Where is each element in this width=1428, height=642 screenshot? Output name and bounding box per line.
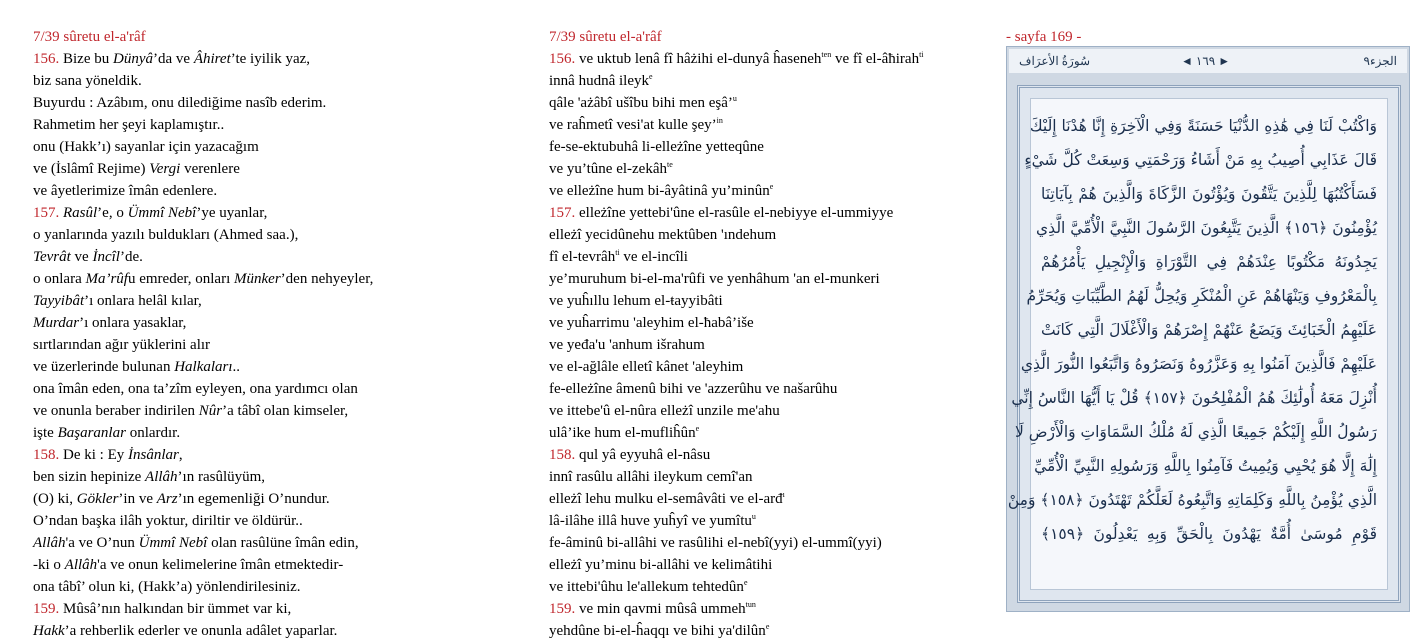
- text-segment: işte: [33, 425, 58, 441]
- text-segment: ve yu’tûne el-zekâh: [549, 161, 668, 177]
- transliteration-line: [549, 158, 989, 180]
- transliteration-line: [549, 114, 989, 136]
- turkish-line: [33, 466, 513, 488]
- turkish-line: [33, 378, 513, 400]
- text-segment: ve âyetlerimize îmân edenlere.: [33, 183, 218, 199]
- text-segment: Ümmî Nebî: [138, 535, 208, 551]
- text-segment: elleżî yu’minu bi-allâhi ve kelimâtihi: [549, 557, 773, 573]
- superscript-ending: e: [765, 622, 770, 631]
- text-segment: O’ndan başka ilâh yoktur, diriltir ve öldürür..: [33, 513, 303, 529]
- text-segment: Rasûl: [63, 205, 98, 221]
- superscript-ending: e: [695, 424, 700, 433]
- turkish-line: [33, 70, 513, 92]
- text-segment: Dünyâ: [113, 51, 153, 67]
- transliteration-column: [549, 26, 989, 642]
- text-segment: İncîl: [92, 249, 120, 265]
- turkish-line: [33, 422, 513, 444]
- text-segment: ve uktub lenâ fî hâżihi el-dunyâ ĥaseneh: [579, 51, 822, 67]
- text-segment: Halkaları: [174, 359, 233, 375]
- arabic-verse-line: فَسَأَكْتُبُهَا لِلَّذِينَ يَتَّقُونَ وَيُؤْتُونَ الزَّكَاةَ وَالَّذِينَ هُمْ بِآيَاتِنَا: [1041, 185, 1377, 203]
- mushaf-page-image: [1006, 46, 1410, 612]
- text-segment: onlardır.: [125, 425, 181, 441]
- transliteration-line: [549, 444, 989, 466]
- text-segment: ..: [232, 359, 241, 375]
- text-segment: ve yeđa'u 'anhum išrahum: [549, 337, 705, 353]
- page-number-header: - sayfa 169 -: [1006, 29, 1082, 45]
- turkish-line: [33, 290, 513, 312]
- text-segment: qul yâ eyyuhâ el-nâsu: [579, 447, 711, 463]
- arabic-verse-line: رَسُولُ اللَّهِ إِلَيْكُمْ جَمِيعًا الَّذِي لَهُ مُلْكُ السَّمَاوَاتِ وَالْأَرْضِ لَا: [1014, 423, 1377, 441]
- superscript-ending: e: [648, 72, 653, 81]
- arabic-verse-line: قَوْمِ مُوسَىٰ أُمَّةٌ يَهْدُونَ بِالْحَقِّ وَبِهِ يَعْدِلُونَ ﴿١٥٩﴾: [1041, 525, 1377, 543]
- transliteration-surah-header: 7/39 sûretu el-a'râf: [549, 29, 662, 45]
- superscript-ending: tun: [745, 600, 756, 609]
- arabic-text-area: [1007, 98, 1388, 590]
- text-segment: ’da ve: [153, 51, 194, 67]
- text-segment: verenlere: [180, 161, 240, 177]
- text-segment: Hakk: [33, 623, 65, 639]
- page-navigation[interactable]: ◄ ١٦٩ ►: [1181, 54, 1231, 68]
- text-segment: ve raĥmetî vesi'at kulle şey’: [549, 117, 717, 133]
- text-segment: ye’muruhum bi-el-ma'rûfi ve yenhâhum 'an el-munkeri: [549, 271, 880, 287]
- text-segment: fe-âminû bi-allâhi ve rasûlihi el-nebî(yyi) el-ummî(yyi): [549, 535, 882, 551]
- superscript-ending: e: [743, 578, 748, 587]
- mushaf-top-bar: [1009, 49, 1407, 73]
- text-segment: ve el-ağlâle elletî kânet 'aleyhim: [549, 359, 744, 375]
- text-segment: Gökler: [76, 491, 119, 507]
- transliteration-line: [549, 400, 989, 422]
- text-segment: Allâh: [64, 557, 98, 573]
- text-segment: ve yuĥıllu lehum el-ŧayyibâti: [549, 293, 723, 309]
- text-segment: Vergi: [149, 161, 181, 177]
- text-segment: elleżî yecidûnehu mektûben 'ındehum: [549, 227, 777, 243]
- transliteration-line: [549, 598, 989, 620]
- transliteration-line: [549, 136, 989, 158]
- text-segment: Rahmetim her şeyi kaplamıştır..: [33, 117, 225, 133]
- text-segment: ’ın rasûlüyüm,: [177, 469, 266, 485]
- transliteration-line: [549, 488, 989, 510]
- mushaf-text-frame: [1007, 85, 1401, 603]
- superscript-ending: te: [667, 160, 673, 169]
- text-segment: lâ-ilâhe illâ huve yuĥyî ve yumîtu: [549, 513, 752, 529]
- text-segment: biz sana yöneldik.: [33, 73, 142, 89]
- superscript-ending: ti: [615, 248, 620, 257]
- transliteration-line: [549, 466, 989, 488]
- text-segment: Ma’rûf: [85, 271, 128, 287]
- text-segment: fe-elleżîne âmenû bihi ve 'azzerûhu ve našarûhu: [549, 381, 838, 397]
- mushaf-page-column: [1006, 26, 1410, 543]
- text-segment: innâ hudnâ ileyk: [549, 73, 649, 89]
- transliteration-line: [549, 224, 989, 246]
- juz-label: الجزء٩: [1363, 54, 1397, 68]
- text-segment: Mûsâ’nın halkından bir ümmet var ki,: [63, 601, 292, 617]
- text-segment: Âhiret: [193, 51, 231, 67]
- superscript-ending: u: [751, 512, 756, 521]
- text-segment: Nûr: [198, 403, 223, 419]
- superscript-ending: ti: [919, 50, 924, 59]
- turkish-translation-column: [33, 26, 513, 642]
- surah-name-label: سُورَةُ الأعرَاف: [1019, 54, 1091, 68]
- transliteration-line: [549, 92, 989, 114]
- turkish-line: [33, 400, 513, 422]
- text-segment: ’de.: [119, 249, 143, 265]
- transliteration-line: [549, 356, 989, 378]
- text-segment: fî el-tevrâh: [549, 249, 616, 265]
- verse-number: 156.: [549, 51, 579, 67]
- text-segment: elleżîne yettebi'ûne el-rasûle el-nebiyye el-ummiyye: [579, 205, 894, 221]
- verse-number: 159.: [549, 601, 579, 617]
- turkish-line: [33, 136, 513, 158]
- turkish-line: [33, 576, 513, 598]
- text-segment: Arz: [156, 491, 178, 507]
- text-segment: ona îmân eden, ona ta’zîm eyleyen, ona yardımcı olan: [33, 381, 358, 397]
- text-segment: Bize bu: [63, 51, 113, 67]
- superscript-ending: in: [716, 116, 723, 125]
- turkish-surah-header: 7/39 sûretu el-a'râf: [33, 29, 146, 45]
- arabic-verse-line: عَلَيْهِمْ فَالَّذِينَ آمَنُوا بِهِ وَعَزَّرُوهُ وَنَصَرُوهُ وَاتَّبَعُوا النُّورَ الَّذِي: [1020, 355, 1377, 373]
- text-segment: Tayyibât: [33, 293, 85, 309]
- turkish-line: [33, 334, 513, 356]
- transliteration-line: [549, 620, 989, 642]
- text-segment: ’in ve: [118, 491, 157, 507]
- text-segment: innî rasûlu allâhi ileykum cemî'an: [549, 469, 753, 485]
- text-segment: 'a ve O’nun: [65, 535, 139, 551]
- turkish-line: [33, 510, 513, 532]
- verse-number: 157.: [33, 205, 63, 221]
- arabic-verse-line: بِالْمَعْرُوفِ وَيَنْهَاهُمْ عَنِ الْمُنْكَرِ وَيُحِلُّ لَهُمُ الطَّيِّبَاتِ وَيُحَرِّمُ: [1026, 287, 1377, 305]
- text-segment: fe-se-ektubuhâ li-elleżîne yetteqûne: [549, 139, 764, 155]
- text-segment: ve yuĥarrimu 'aleyhim el-ħabâ’iše: [549, 315, 754, 331]
- turkish-line: [33, 620, 513, 642]
- transliteration-line: [549, 532, 989, 554]
- transliteration-line: [549, 268, 989, 290]
- turkish-line: [33, 554, 513, 576]
- arabic-verse-line: أُنْزِلَ مَعَهُ أُولَٰئِكَ هُمُ الْمُفْلِحُونَ ﴿١٥٧﴾ قُلْ يَا أَيُّهَا النَّاسُ إِنِّي: [1011, 389, 1377, 407]
- turkish-line: [33, 180, 513, 202]
- text-segment: İnsânlar: [128, 447, 179, 463]
- verse-number: 156.: [33, 51, 63, 67]
- turkish-line: [33, 224, 513, 246]
- superscript-ending: ten: [821, 50, 832, 59]
- text-segment: ve onunla beraber indirilen: [33, 403, 199, 419]
- text-segment: ’den nehyeyler,: [280, 271, 374, 287]
- text-segment: o yanlarında yazılı buldukları (Ahmed saa.),: [33, 227, 299, 243]
- text-segment: sırtlarından ağır yüklerini alır: [33, 337, 211, 353]
- text-segment: 'a ve onun kelimelerine îmân etmektedir-: [97, 557, 344, 573]
- text-segment: o onlara: [33, 271, 86, 287]
- transliteration-line: [549, 378, 989, 400]
- verse-number: 158.: [33, 447, 63, 463]
- text-segment: Ümmî Nebî: [127, 205, 197, 221]
- arabic-verse-line: إِلَٰهَ إِلَّا هُوَ يُحْيِي وَيُمِيتُ فَآمِنُوا بِاللَّهِ وَرَسُولِهِ النَّبِيِّ الْأُمِّيِّ: [1034, 457, 1377, 475]
- turkish-line: [33, 158, 513, 180]
- turkish-line: [33, 356, 513, 378]
- text-segment: ve ittebe'û el-nûra elleżî unzile me'ahu: [549, 403, 780, 419]
- text-segment: onu (Hakk’ı) sayanlar için yazacağım: [33, 139, 259, 155]
- text-segment: ve üzerlerinde bulunan: [33, 359, 175, 375]
- text-segment: Tevrât: [33, 249, 71, 265]
- transliteration-line: [549, 246, 989, 268]
- text-segment: ’ın egemenliği O’nundur.: [177, 491, 330, 507]
- verse-number: 158.: [549, 447, 579, 463]
- turkish-line: [33, 92, 513, 114]
- superscript-ending: ı: [782, 490, 785, 499]
- arabic-verse-line: قَالَ عَذَابِي أُصِيبُ بِهِ مَنْ أَشَاءُ وَرَحْمَتِي وَسِعَتْ كُلَّ شَيْءٍ: [1024, 151, 1377, 169]
- turkish-line: [33, 488, 513, 510]
- superscript-ending: u: [732, 94, 737, 103]
- transliteration-line: [549, 180, 989, 202]
- text-segment: ’e, o: [97, 205, 128, 221]
- text-segment: ,: [178, 447, 183, 463]
- text-segment: ’ye uyanlar,: [196, 205, 268, 221]
- text-segment: ’a rehberlik ederler ve onunla adâlet yaparlar.: [64, 623, 338, 639]
- text-segment: ve ittebi'ûhu le'allekum tehtedûn: [549, 579, 744, 595]
- arabic-verse-line: يُؤْمِنُونَ ﴿١٥٦﴾ الَّذِينَ يَتَّبِعُونَ الرَّسُولَ النَّبِيَّ الْأُمِّيَّ الَّذِي: [1036, 219, 1377, 237]
- transliteration-line: [549, 334, 989, 356]
- transliteration-line: [549, 422, 989, 444]
- superscript-ending: e: [769, 182, 774, 191]
- arabic-verse-line: الَّذِي يُؤْمِنُ بِاللَّهِ وَكَلِمَاتِهِ وَاتَّبِعُوهُ لَعَلَّكُمْ تَهْتَدُونَ ﴿١٥٨﴾ وَمِنْ: [1007, 491, 1377, 509]
- text-segment: (O) ki,: [33, 491, 77, 507]
- turkish-line: [33, 246, 513, 268]
- arabic-verse-line: وَاكْتُبْ لَنَا فِي هَٰذِهِ الدُّنْيَا حَسَنَةً وَفِي الْآخِرَةِ إِنَّا هُدْنَا إِلَيْكَ: [1029, 117, 1377, 135]
- turkish-line: [33, 114, 513, 136]
- text-segment: ve fî el-âħirah: [831, 51, 920, 67]
- text-segment: Münker: [234, 271, 281, 287]
- text-segment: ulâ’ike hum el-mufliĥûn: [549, 425, 696, 441]
- text-segment: ve (İslâmî Rejime): [33, 161, 150, 177]
- transliteration-line: [549, 312, 989, 334]
- turkish-line: [33, 312, 513, 334]
- turkish-line: [33, 444, 513, 466]
- turkish-line: [33, 268, 513, 290]
- text-segment: De ki : Ey: [63, 447, 128, 463]
- text-segment: ’a tâbî olan kimseler,: [222, 403, 349, 419]
- verse-number: 157.: [549, 205, 579, 221]
- text-segment: ve: [70, 249, 93, 265]
- turkish-line: [33, 598, 513, 620]
- transliteration-line: [549, 510, 989, 532]
- text-segment: Buyurdu : Azâbım, onu dilediğime nasîb ederim.: [33, 95, 327, 111]
- text-segment: u emreder, onları: [127, 271, 235, 287]
- verse-number: 159.: [33, 601, 63, 617]
- arabic-verse-line: عَلَيْهِمُ الْخَبَائِثَ وَيَضَعُ عَنْهُمْ إِصْرَهُمْ وَالْأَغْلَالَ الَّتِي كَانَتْ: [1041, 321, 1377, 339]
- transliteration-line: [549, 554, 989, 576]
- text-segment: -ki o: [33, 557, 65, 573]
- text-segment: ona tâbî’ olun ki, (Hakk’a) yönlendirilesiniz.: [33, 579, 301, 595]
- transliteration-line: [549, 290, 989, 312]
- text-segment: ’ı onlara helâl kılar,: [84, 293, 202, 309]
- text-segment: Allâh: [33, 535, 66, 551]
- turkish-line: [33, 532, 513, 554]
- text-segment: ’ı onlara yasaklar,: [79, 315, 187, 331]
- turkish-line: [33, 48, 513, 70]
- text-segment: ve min qavmi mûsâ ummeh: [579, 601, 746, 617]
- text-segment: olan rasûlüne îmân edin,: [207, 535, 359, 551]
- text-segment: ben sizin hepinize: [33, 469, 146, 485]
- transliteration-line: [549, 202, 989, 224]
- text-segment: Başaranlar: [57, 425, 126, 441]
- text-segment: elleżî lehu mulku el-semâvâti ve el-arđ: [549, 491, 783, 507]
- text-segment: yehdûne bi-el-ĥaqqı ve bihi ya'dilûn: [549, 623, 766, 639]
- text-segment: Allâh: [145, 469, 178, 485]
- transliteration-line: [549, 70, 989, 92]
- text-segment: Murdar: [33, 315, 80, 331]
- text-segment: ve el-incîli: [619, 249, 688, 265]
- turkish-line: [33, 202, 513, 224]
- arabic-verse-line: يَجِدُونَهُ مَكْتُوبًا عِنْدَهُمْ فِي التَّوْرَاةِ وَالْإِنْجِيلِ يَأْمُرُهُمْ: [1041, 253, 1377, 271]
- text-segment: ’te iyilik yaz,: [230, 51, 311, 67]
- transliteration-line: [549, 576, 989, 598]
- transliteration-line: [549, 48, 989, 70]
- text-segment: qâle 'ażâbî ušîbu bihi men eşâ’: [549, 95, 733, 111]
- text-segment: ve elleżîne hum bi-âyâtinâ yu’minûn: [549, 183, 770, 199]
